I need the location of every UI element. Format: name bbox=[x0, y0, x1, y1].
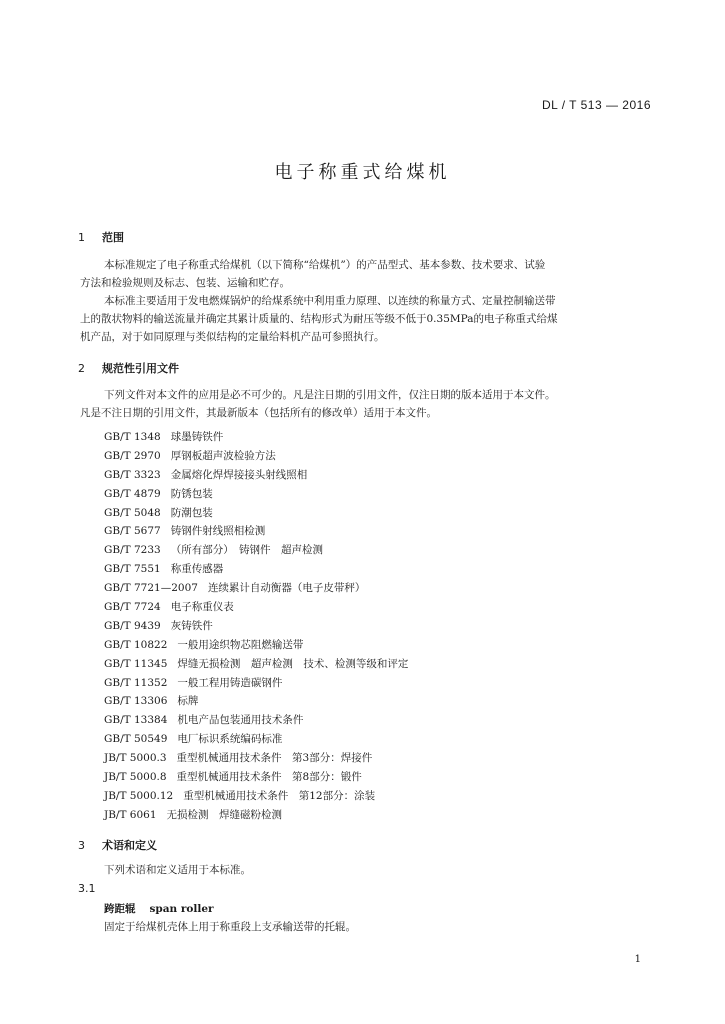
reference-code: GB/T 7724 bbox=[104, 601, 161, 614]
reference-item bbox=[104, 655, 408, 674]
reference-code: GB/T 9439 bbox=[104, 619, 161, 632]
section-3-intro: 下列术语和定义适用于本标准。 bbox=[104, 864, 251, 876]
reference-item bbox=[104, 711, 408, 730]
reference-code: GB/T 7721—2007 bbox=[104, 582, 198, 595]
reference-item bbox=[104, 787, 408, 806]
reference-title: 防锈包装 bbox=[170, 487, 213, 500]
reference-code: GB/T 13384 bbox=[104, 714, 168, 727]
section-3-title: 术语和定义 bbox=[102, 839, 157, 852]
reference-item bbox=[104, 447, 408, 466]
reference-title: 防潮包装 bbox=[170, 506, 213, 519]
document-code: DL / T 513 — 2016 bbox=[541, 98, 651, 112]
reference-title: 标牌 bbox=[177, 695, 199, 708]
reference-item bbox=[104, 598, 408, 617]
reference-code: GB/T 4879 bbox=[104, 487, 161, 500]
reference-code: GB/T 7551 bbox=[104, 563, 161, 576]
section-2-intro-line-1: 下列文件对本文件的应用是必不可少的。凡是注日期的引用文件，仅注日期的版本适用于本文件。 bbox=[104, 389, 556, 401]
section-3-number: 3 bbox=[78, 839, 85, 852]
reference-title: 机电产品包装通用技术条件 bbox=[177, 714, 304, 727]
section-1-para-2-line-3: 机产品，对于如同原理与类似结构的定量给料机产品可参照执行。 bbox=[80, 331, 385, 343]
reference-item bbox=[104, 579, 408, 598]
section-1-number: 1 bbox=[78, 231, 85, 244]
reference-item bbox=[104, 617, 408, 636]
reference-title: 重型机械通用技术条件 第8部分：锻件 bbox=[176, 771, 362, 784]
reference-code: GB/T 5677 bbox=[104, 525, 161, 538]
reference-code: JB/T 5000.8 bbox=[104, 771, 167, 784]
reference-title: 电子称重仪表 bbox=[170, 601, 234, 614]
reference-title: 重型机械通用技术条件 第12部分：涂装 bbox=[183, 789, 376, 802]
reference-title: 连续累计自动衡器（电子皮带秤） bbox=[207, 582, 366, 595]
reference-code: GB/T 11352 bbox=[104, 676, 168, 689]
reference-code: GB/T 50549 bbox=[104, 733, 168, 746]
reference-title: 灰铸铁件 bbox=[170, 619, 213, 632]
reference-item bbox=[104, 692, 408, 711]
reference-title: 厚钢板超声波检验方法 bbox=[170, 449, 276, 462]
reference-item bbox=[104, 636, 408, 655]
reference-title: 称重传感器 bbox=[170, 563, 224, 576]
reference-item bbox=[104, 674, 408, 693]
reference-item bbox=[104, 541, 408, 560]
reference-item bbox=[104, 560, 408, 579]
reference-item bbox=[104, 522, 408, 541]
page-title: 电子称重式给煤机 bbox=[274, 162, 451, 183]
reference-code: GB/T 11345 bbox=[104, 657, 168, 670]
reference-code: GB/T 2970 bbox=[104, 449, 161, 462]
reference-title: 无损检测 焊缝磁粉检测 bbox=[166, 808, 283, 821]
reference-item bbox=[104, 768, 408, 787]
reference-code: GB/T 10822 bbox=[104, 638, 168, 651]
reference-title: （所有部分） 铸钢件 超声检测 bbox=[170, 544, 323, 557]
reference-title: 球墨铸铁件 bbox=[170, 431, 224, 443]
term-chinese: 跨距辊 bbox=[104, 903, 136, 915]
section-2-title: 规范性引用文件 bbox=[102, 362, 179, 375]
reference-code: GB/T 5048 bbox=[104, 506, 161, 519]
reference-code: JB/T 5000.12 bbox=[104, 789, 174, 802]
reference-title: 焊缝无损检测 超声检测 技术、检测等级和评定 bbox=[177, 657, 409, 670]
reference-item bbox=[104, 504, 408, 523]
reference-item bbox=[104, 749, 408, 768]
reference-code: JB/T 6061 bbox=[104, 808, 157, 821]
normative-reference-list bbox=[104, 428, 408, 825]
reference-title: 一般用途织物芯阻燃输送带 bbox=[177, 638, 304, 651]
page-number: 1 bbox=[634, 954, 641, 965]
reference-code: JB/T 5000.3 bbox=[104, 752, 167, 765]
reference-title: 铸钢件射线照相检测 bbox=[170, 525, 266, 538]
section-1-para-2-line-2: 上的散状物料的输送流量并确定其累计质量的、结构形式为耐压等级不低于0.35MPa的电子称重式给煤 bbox=[80, 313, 558, 325]
section-2-number: 2 bbox=[78, 362, 85, 375]
reference-code: GB/T 7233 bbox=[104, 544, 161, 557]
reference-code: GB/T 1348 bbox=[104, 431, 161, 443]
reference-title: 金属熔化焊焊接接头射线照相 bbox=[170, 468, 308, 481]
section-3-heading bbox=[78, 837, 157, 853]
section-1-heading bbox=[78, 229, 124, 245]
clause-number: 3.1 bbox=[78, 882, 96, 895]
reference-code: GB/T 3323 bbox=[104, 468, 161, 481]
section-1-para-1-line-2: 方法和检验规则及标志、包装、运输和贮存。 bbox=[80, 277, 290, 289]
reference-title: 电厂标识系统编码标准 bbox=[177, 733, 283, 746]
reference-title: 重型机械通用技术条件 第3部分：焊接件 bbox=[176, 752, 373, 765]
reference-code: GB/T 13306 bbox=[104, 695, 168, 708]
section-2-intro-line-2: 凡是不注日期的引用文件，其最新版本（包括所有的修改单）适用于本文件。 bbox=[80, 407, 437, 419]
section-1-para-1-line-1: 本标准规定了电子称重式给煤机（以下简称“给煤机”）的产品型式、基本参数、技术要求、试验 bbox=[104, 259, 546, 271]
reference-item bbox=[104, 428, 408, 447]
reference-title: 一般工程用铸造碳钢件 bbox=[177, 676, 283, 689]
term-entry bbox=[104, 901, 214, 916]
section-2-heading bbox=[78, 360, 179, 376]
term-definition: 固定于给煤机壳体上用于称重段上支承输送带的托辊。 bbox=[104, 921, 356, 933]
section-1-para-2-line-1: 本标准主要适用于发电燃煤锅炉的给煤系统中利用重力原理、以连续的称量方式、定量控制输送带 bbox=[104, 295, 556, 307]
reference-item bbox=[104, 730, 408, 749]
reference-item bbox=[104, 806, 408, 825]
section-1-title: 范围 bbox=[102, 231, 124, 244]
reference-item bbox=[104, 485, 408, 504]
term-english: span roller bbox=[149, 903, 214, 915]
reference-item bbox=[104, 466, 408, 485]
